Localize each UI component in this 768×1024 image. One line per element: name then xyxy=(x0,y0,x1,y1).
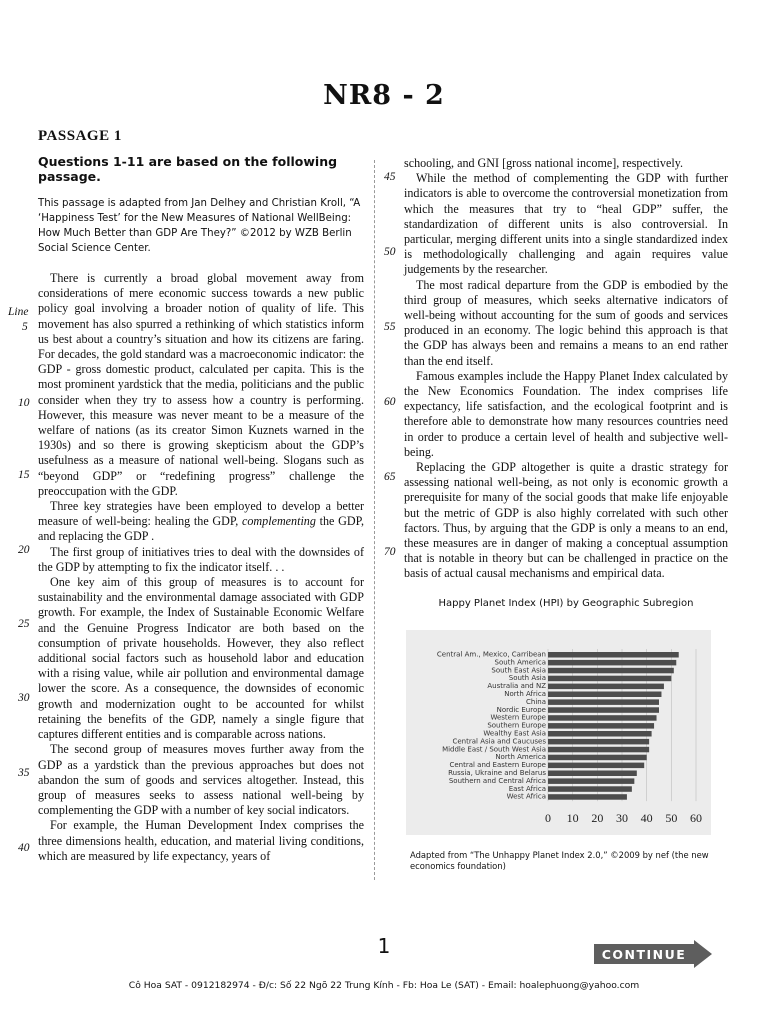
paragraph: The most radical departure from the GDP is embodied by the third group of measures, which seeks alternative indicators of well-being without accounting for the sum of goods and services produced in an economy. The logic behind this approach is that the GDP has always been and remains a means to an end rather than the end itself. xyxy=(404,277,728,368)
line-number: 70 xyxy=(384,546,396,558)
category-label: Russia, Ukraine and Belarus xyxy=(448,769,546,777)
category-label: Western Europe xyxy=(490,713,546,722)
bar xyxy=(548,739,649,745)
category-label: China xyxy=(526,697,546,706)
paragraph: There is currently a broad global movement away from considerations of mere economic success towards a new public policy goal involving a broader notion of quality of life. This movement has also spurred a rethinking of which statistics inform us best about a country’s situation and how its citizens are faring. For decades, the gold standard was a macroeconomic indicator: the GDP - gross domestic product, calculated per capita. This is the most prominent yardstick that the media, politicians and the public consider when they try to assess how a country is performing. However, this measure was never meant to be a measure of the welfare of nations (as its creator Simon Kuznets warned in the 1930s) and so there is growing skepticism about the GDP’s usefulness as a measure of national well-being. Slogans such as “beyond GDP” or “redefining progress” challenge the preoccupation with the GDP. xyxy=(38,271,364,498)
bar xyxy=(548,699,659,705)
page-title: NR8 - 2 xyxy=(323,80,445,111)
paragraph: For example, the Human Development Index comprises the three dimensions health, education, and material living conditions, which are measured by life expectancy, years of xyxy=(38,818,364,863)
category-label: South East Asia xyxy=(491,666,546,675)
bar xyxy=(548,684,664,690)
passage-text-left xyxy=(38,271,364,864)
x-tick-label: 30 xyxy=(616,811,628,826)
category-label: Central Asia and Caucuses xyxy=(452,737,546,746)
bar xyxy=(548,692,661,698)
line-number: 35 xyxy=(18,767,30,779)
line-number: 55 xyxy=(384,321,396,333)
category-label: South Asia xyxy=(508,674,546,683)
bar xyxy=(548,771,637,777)
x-tick-label: 40 xyxy=(640,811,653,826)
line-number: 20 xyxy=(18,544,30,556)
bar xyxy=(548,723,654,729)
bar xyxy=(548,715,657,721)
bar xyxy=(548,763,644,769)
paragraph: While the method of complementing the GDP with further indicators is able to overcome the controversial monetization from which the measures that try to “heal GDP” suffer, the standardization of different units is also controversial. In particular, merging different units into a single standardized index is methodologically challenging and again requires value judgements by the researcher. xyxy=(404,171,728,277)
passage-text-right xyxy=(404,156,728,582)
category-label: East Africa xyxy=(508,784,546,793)
x-tick-label: 10 xyxy=(566,811,579,826)
questions-heading: Questions 1-11 are based on the following passage. xyxy=(38,154,338,184)
paragraph: Replacing the GDP altogether is quite a drastic strategy for assessing national well-being, as not only is economic growth a prerequisite for many of the social goods that make life enjoyable but the metric of GDP is also highly correlated with such other factors. Thus, by arguing that the GDP is only a means to an end, these measures are in danger of making a conceptual assumption that is notable in theory but can be challenged in practice on the basis of actual causal mechanisms and empirical data. xyxy=(404,460,728,581)
paragraph: Famous examples include the Happy Planet Index calculated by the New Economics Foundation. The index comprises life expectancy, life satisfaction, and the ecological footprint and is therefore able to demonstrate how many resources countries need in order to produce a certain level of health and subjective well-being. xyxy=(404,368,728,459)
bar xyxy=(548,794,627,800)
paragraph: Three key strategies have been employed to develop a better measure of well-being: healing the GDP, complementing the GDP, and replacing the GDP . xyxy=(38,499,364,544)
chart-source: Adapted from “The Unhappy Planet Index 2.0,” ©2009 by nef (the new economics foundation) xyxy=(410,850,709,871)
bar xyxy=(548,668,674,674)
footer-contact: Cô Hoa SAT - 0912182974 - Đ/c: Số 22 Ngõ 22 Trung Kính - Fb: Hoa Le (SAT) - Email: hoalephuong@yahoo.com xyxy=(128,980,640,991)
bar xyxy=(548,747,649,753)
continue-button[interactable] xyxy=(594,940,712,968)
hpi-chart xyxy=(406,630,711,835)
line-number: 60 xyxy=(384,396,396,408)
category-label: Australia and NZ xyxy=(487,682,546,691)
bar xyxy=(548,652,679,658)
chart-caption: Happy Planet Index (HPI) by Geographic Subregion xyxy=(438,598,694,609)
category-label: North Africa xyxy=(504,690,546,698)
line-number: 25 xyxy=(18,618,30,630)
category-label: Central and Eastern Europe xyxy=(449,761,546,770)
line-number: 10 xyxy=(18,397,30,409)
right-column xyxy=(404,156,728,582)
column-divider xyxy=(374,160,375,880)
category-label: Central Am., Mexico, Carribean xyxy=(436,650,546,659)
line-label: Line xyxy=(8,306,29,318)
bar xyxy=(548,731,652,737)
x-tick-label: 60 xyxy=(690,811,702,826)
paragraph: The second group of measures moves further away from the GDP as a yardstick than the previous approaches but does not abandon the sum of goods and services altogether. Instead, this group of measures seeks to assess national well-being by complementing the GDP with a number of key social indicators. xyxy=(38,742,364,818)
line-number: 45 xyxy=(384,171,396,183)
x-tick-label: 0 xyxy=(545,811,551,826)
bar xyxy=(548,786,632,792)
paragraph: schooling, and GNI [gross national income], respectively. xyxy=(404,156,683,170)
line-number: 40 xyxy=(18,842,30,854)
passage-label: PASSAGE 1 xyxy=(38,128,122,144)
line-number: 65 xyxy=(384,471,396,483)
category-label: Nordic Europe xyxy=(496,705,546,714)
category-label: Southern and Central Africa xyxy=(448,776,546,785)
page-number: 1 xyxy=(377,934,391,958)
bar xyxy=(548,676,671,682)
bar xyxy=(548,660,676,666)
line-number: 15 xyxy=(18,469,30,481)
category-label: Middle East / South West Asia xyxy=(442,745,546,754)
passage-intro: This passage is adapted from Jan Delhey and Christian Kroll, “A ‘Happiness Test’ for the New Measures of National WellBeing: How Much Better than GDP Are They?” ©2012 by WZB Berlin Social Science Center. xyxy=(38,198,361,254)
paragraph: The first group of initiatives tries to deal with the downsides of the GDP by attempting to fix the indicator itself. . . xyxy=(38,544,364,574)
line-number: 50 xyxy=(384,246,396,258)
line-number: 30 xyxy=(18,692,30,704)
paragraph: One key aim of this group of measures is to account for sustainability and the environmental damage associated with GDP growth. For example, the Index of Sustainable Economic Welfare and the Genuine Progress Indicator are both based on the consumption of private households. However, they also reflect additional social factors such as household labor and education with a rising value, while air pollution and environmental damage lower the score. As a consequence, the downsides of economic growth and modernization ought to be accounted for whilst retaining the benefits of the GDP, namely a single figure that captures different entities and is comparable across nations. xyxy=(38,575,364,742)
continue-arrow-icon xyxy=(594,940,712,968)
hpi-chart-svg xyxy=(406,630,711,835)
bar xyxy=(548,755,647,761)
bar xyxy=(548,778,634,784)
x-tick-label: 50 xyxy=(665,811,678,826)
category-label: Wealthy East Asia xyxy=(483,729,546,738)
category-label: South America xyxy=(494,658,546,667)
x-tick-label: 20 xyxy=(591,811,604,826)
line-number: 5 xyxy=(22,321,28,333)
category-label: Southern Europe xyxy=(487,721,546,730)
category-label: West Africa xyxy=(506,792,546,801)
bar xyxy=(548,707,659,713)
category-label: North America xyxy=(495,753,546,762)
left-column xyxy=(38,154,364,864)
continue-label: CONTINUE xyxy=(601,947,687,962)
